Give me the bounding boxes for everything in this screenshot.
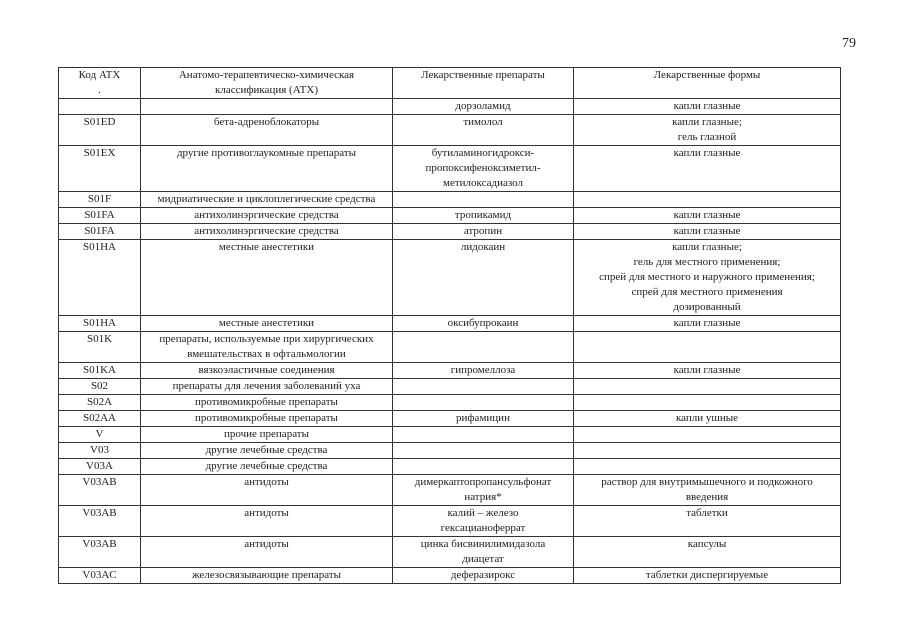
table-row [59, 332, 841, 363]
cell-dosage-form: капли ушные [574, 411, 841, 427]
table-row [59, 316, 841, 332]
cell-atx-code: V [59, 427, 141, 443]
cell-drug: димеркаптопропансульфонат натрия* [393, 475, 574, 506]
cell-classification: прочие препараты [141, 427, 393, 443]
cell-atx-code: V03AB [59, 475, 141, 506]
cell-atx-code: V03AB [59, 537, 141, 568]
cell-atx-code: S01F [59, 192, 141, 208]
cell-atx-code: S02A [59, 395, 141, 411]
cell-atx-code: S02AA [59, 411, 141, 427]
cell-drug: оксибупрокаин [393, 316, 574, 332]
cell-dosage-form: капли глазные; гель глазной [574, 115, 841, 146]
cell-classification: бета-адреноблокаторы [141, 115, 393, 146]
cell-classification: препараты для лечения заболеваний уха [141, 379, 393, 395]
cell-dosage-form [574, 459, 841, 475]
cell-atx-code: S01EX [59, 146, 141, 192]
cell-dosage-form: таблетки диспергируемые [574, 568, 841, 584]
cell-atx-code: S01HA [59, 316, 141, 332]
cell-classification: другие лечебные средства [141, 443, 393, 459]
header-dosage-forms: Лекарственные формы [574, 68, 841, 99]
cell-atx-code [59, 99, 141, 115]
cell-drug [393, 332, 574, 363]
cell-drug: тропикамид [393, 208, 574, 224]
cell-dosage-form: таблетки [574, 506, 841, 537]
table-row [59, 224, 841, 240]
cell-dosage-form: капли глазные [574, 208, 841, 224]
cell-drug: дорзоламид [393, 99, 574, 115]
cell-dosage-form [574, 332, 841, 363]
header-atx-code: Код ATX . [59, 68, 141, 99]
cell-dosage-form [574, 427, 841, 443]
table-row [59, 192, 841, 208]
cell-atx-code: S02 [59, 379, 141, 395]
cell-drug [393, 427, 574, 443]
table-row [59, 395, 841, 411]
cell-drug: цинка бисвинилимидазола диацетат [393, 537, 574, 568]
cell-dosage-form [574, 379, 841, 395]
cell-atx-code: V03AC [59, 568, 141, 584]
table-row [59, 208, 841, 224]
cell-dosage-form [574, 395, 841, 411]
cell-drug: деферазирокс [393, 568, 574, 584]
table-row [59, 427, 841, 443]
cell-drug [393, 379, 574, 395]
cell-classification: противомикробные препараты [141, 411, 393, 427]
cell-drug [393, 192, 574, 208]
cell-drug: атропин [393, 224, 574, 240]
cell-atx-code: S01HA [59, 240, 141, 316]
cell-classification: мидриатические и циклоплегические средства [141, 192, 393, 208]
cell-drug [393, 395, 574, 411]
table-row [59, 506, 841, 537]
cell-classification: другие лечебные средства [141, 459, 393, 475]
cell-dosage-form: капли глазные [574, 146, 841, 192]
table-row [59, 443, 841, 459]
cell-atx-code: S01KA [59, 363, 141, 379]
cell-classification: местные анестетики [141, 316, 393, 332]
cell-drug [393, 443, 574, 459]
cell-classification: антидоты [141, 537, 393, 568]
cell-classification: другие противоглаукомные препараты [141, 146, 393, 192]
cell-dosage-form: капли глазные [574, 99, 841, 115]
header-atx-classification: Анатомо-терапевтическо-химическая классификация (АТХ) [141, 68, 393, 99]
cell-drug: рифамицин [393, 411, 574, 427]
cell-classification: препараты, используемые при хирургических вмешательствах в офтальмологии [141, 332, 393, 363]
cell-drug: калий – железо гексацианоферрат [393, 506, 574, 537]
cell-drug: гипромеллоза [393, 363, 574, 379]
cell-classification: антидоты [141, 475, 393, 506]
cell-classification: антидоты [141, 506, 393, 537]
cell-classification: противомикробные препараты [141, 395, 393, 411]
cell-classification: железосвязывающие препараты [141, 568, 393, 584]
cell-dosage-form: капли глазные [574, 363, 841, 379]
cell-classification: антихолинэргические средства [141, 224, 393, 240]
table-row [59, 115, 841, 146]
cell-atx-code: S01FA [59, 224, 141, 240]
cell-atx-code: V03 [59, 443, 141, 459]
table-row [59, 475, 841, 506]
cell-dosage-form [574, 443, 841, 459]
cell-dosage-form: раствор для внутримышечного и подкожного введения [574, 475, 841, 506]
cell-drug: лидокаин [393, 240, 574, 316]
cell-dosage-form: капли глазные; гель для местного применения; спрей для местного и наружного применения; спрей для местного применения дозированный [574, 240, 841, 316]
table-row [59, 459, 841, 475]
cell-atx-code: S01FA [59, 208, 141, 224]
cell-dosage-form: капсулы [574, 537, 841, 568]
table-row [59, 240, 841, 316]
table-row [59, 379, 841, 395]
table-row [59, 411, 841, 427]
cell-dosage-form [574, 192, 841, 208]
cell-atx-code: S01K [59, 332, 141, 363]
cell-drug [393, 459, 574, 475]
atx-table [58, 67, 841, 584]
table-row [59, 537, 841, 568]
cell-classification: вязкоэластичные соединения [141, 363, 393, 379]
cell-classification [141, 99, 393, 115]
cell-drug: бутиламиногидрокси- пропоксифеноксиметил- метилоксадиазол [393, 146, 574, 192]
table-row [59, 568, 841, 584]
cell-atx-code: V03AB [59, 506, 141, 537]
cell-dosage-form: капли глазные [574, 224, 841, 240]
table-row [59, 99, 841, 115]
table-row [59, 146, 841, 192]
cell-drug: тимолол [393, 115, 574, 146]
table-header-row [59, 68, 841, 99]
header-drugs: Лекарственные препараты [393, 68, 574, 99]
cell-atx-code: V03A [59, 459, 141, 475]
cell-atx-code: S01ED [59, 115, 141, 146]
table-row [59, 363, 841, 379]
cell-dosage-form: капли глазные [574, 316, 841, 332]
cell-classification: местные анестетики [141, 240, 393, 316]
page-number: 79 [842, 36, 856, 51]
cell-classification: антихолинэргические средства [141, 208, 393, 224]
